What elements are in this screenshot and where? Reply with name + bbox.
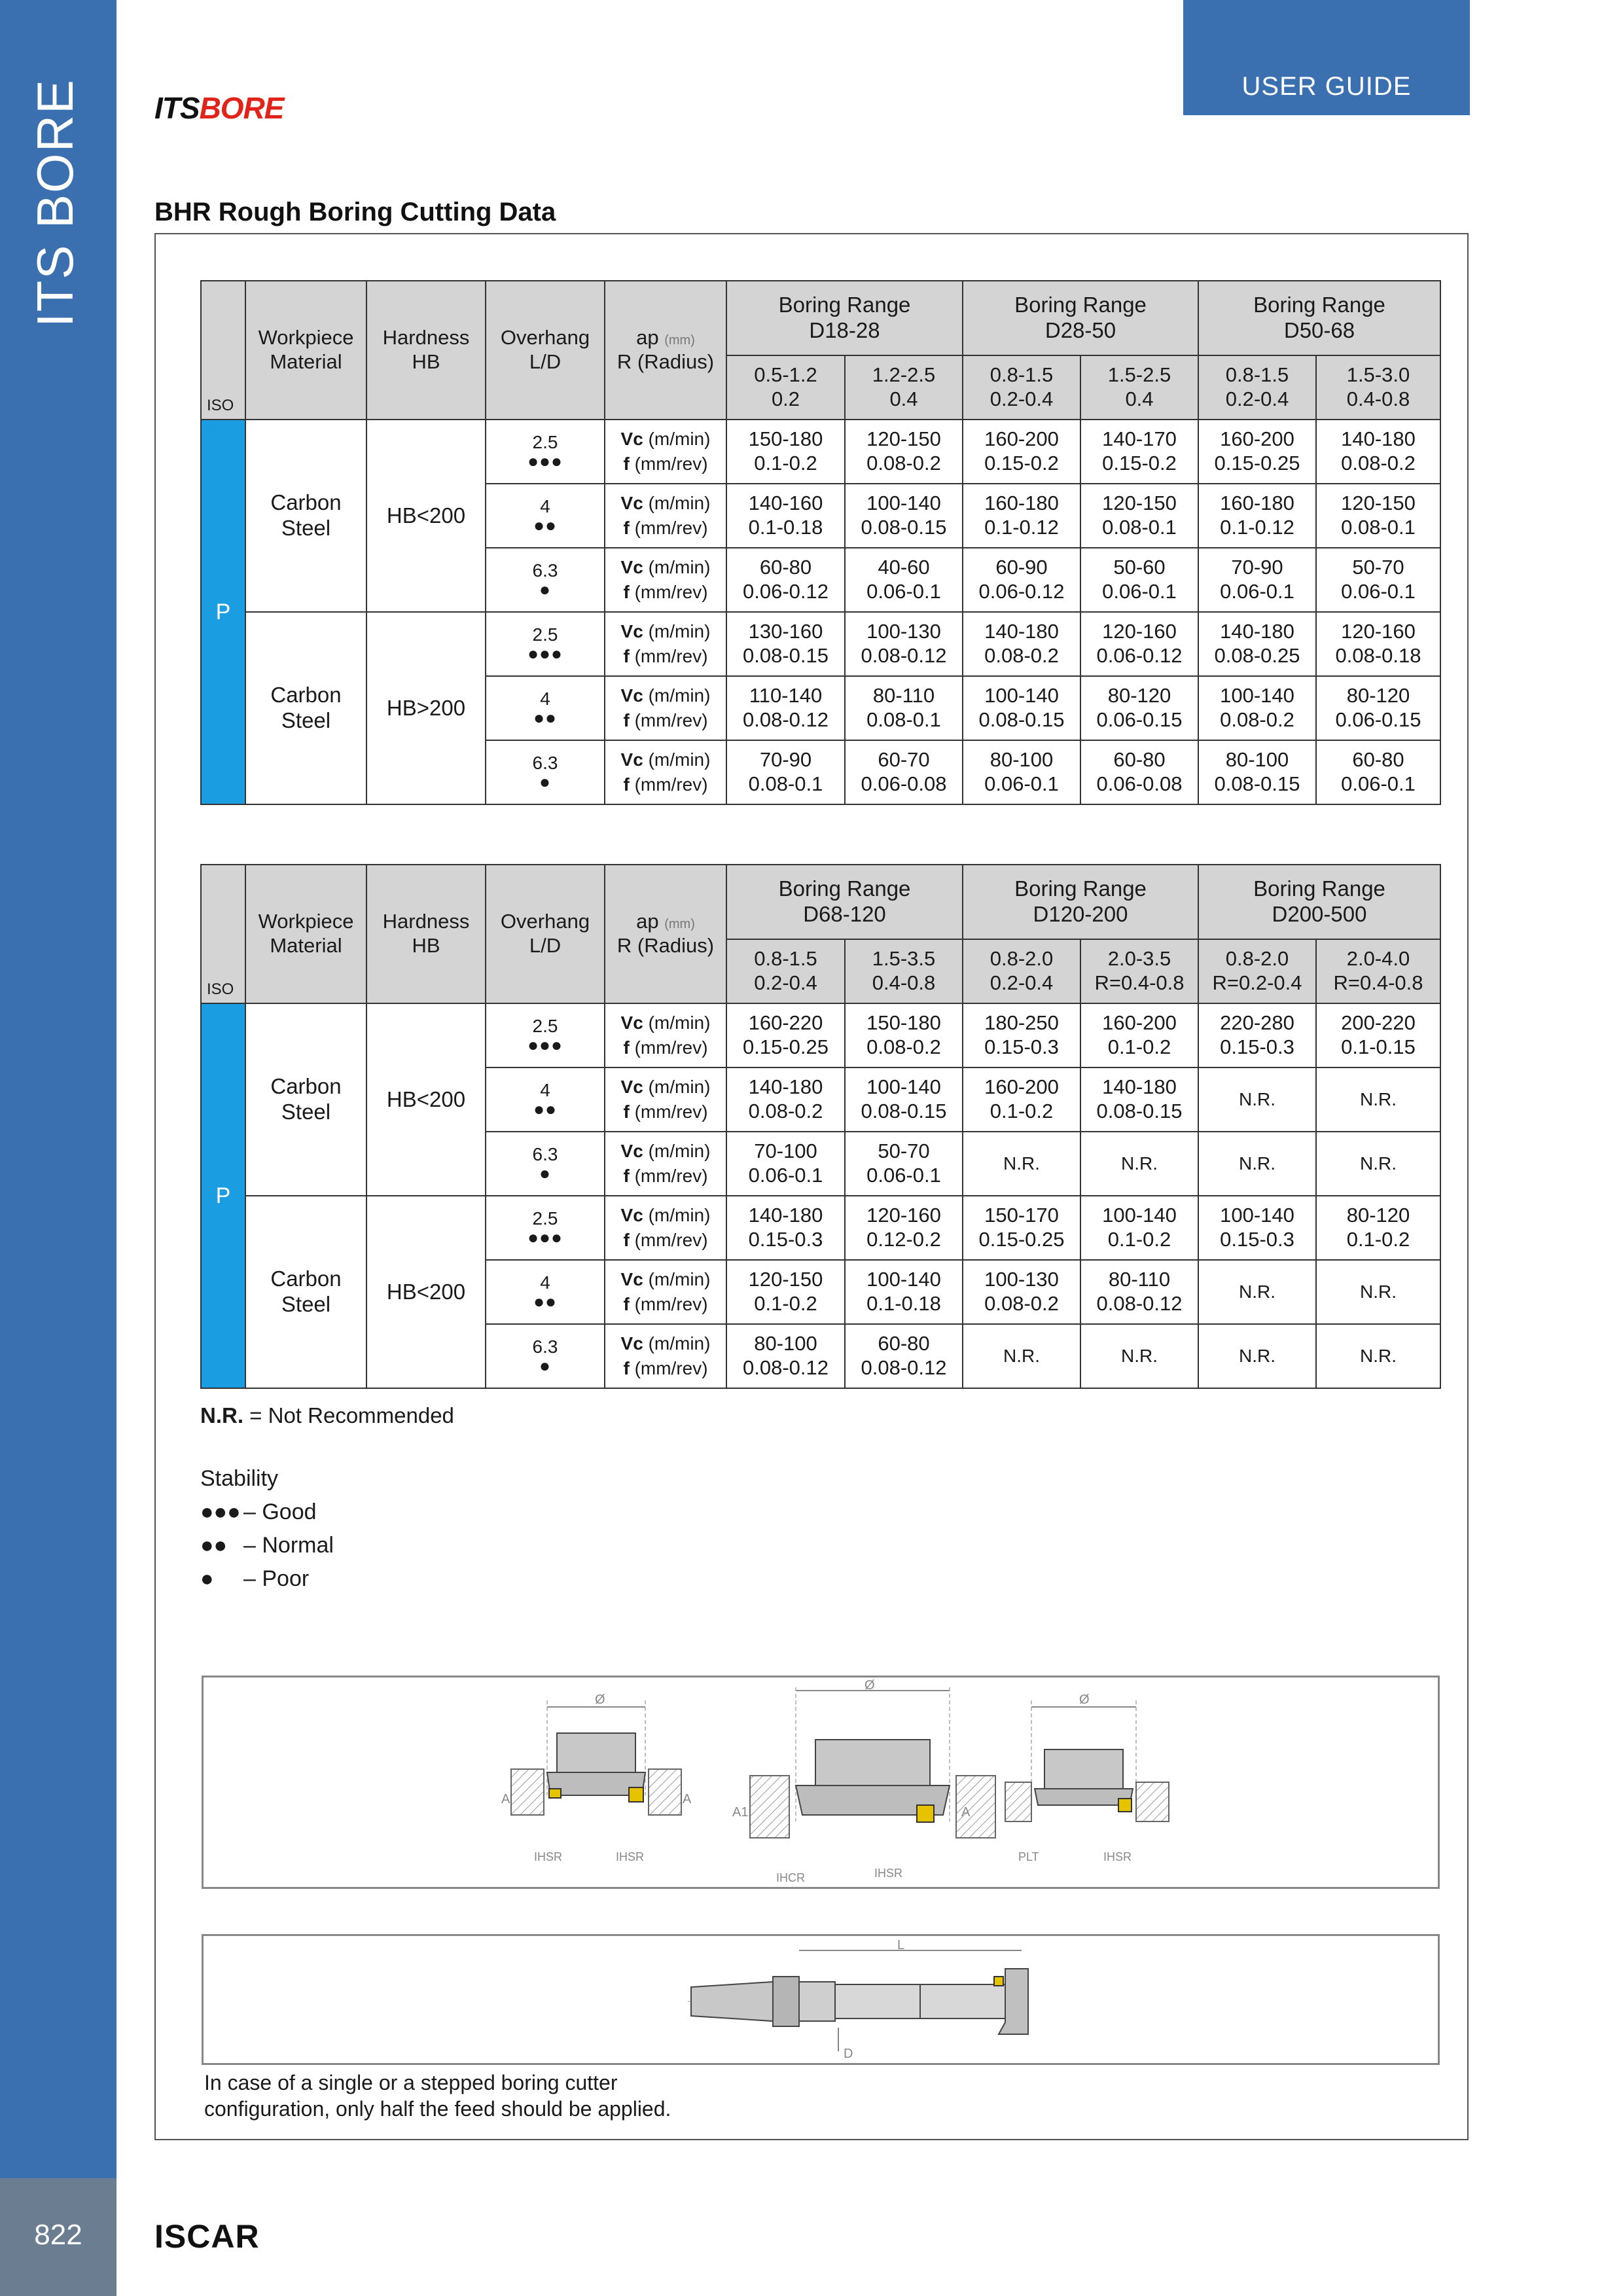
- boring-range-header: Boring Range D28-50: [963, 281, 1198, 355]
- data-cell-nr: N.R.: [1316, 1132, 1440, 1196]
- vc-f-label: Vc (m/min) f (mm/rev): [605, 676, 726, 740]
- tool-assembly-diagram: [202, 1934, 1440, 2065]
- boring-range-header: Boring Range D200-500: [1198, 865, 1440, 939]
- overhang-value: 2.5 ●●●: [486, 612, 605, 676]
- data-cell: 220-280 0.15-0.3: [1198, 1003, 1316, 1067]
- a1-label: A1: [732, 1805, 749, 1820]
- dia-label-2: Ø: [865, 1678, 875, 1693]
- overhang-value: 6.3 ●: [486, 1132, 605, 1196]
- overhang-value: 2.5 ●●●: [486, 420, 605, 484]
- data-cell-nr: N.R.: [1198, 1067, 1316, 1132]
- data-cell: 140-170 0.15-0.2: [1080, 420, 1198, 484]
- data-cell: 100-140 0.1-0.2: [1080, 1196, 1198, 1260]
- hardness-value: HB<200: [366, 1003, 486, 1196]
- table-row: [201, 1196, 1440, 1260]
- vc-f-label: Vc (m/min) f (mm/rev): [605, 420, 726, 484]
- workpiece-material: Carbon Steel: [245, 1196, 366, 1388]
- table-row: [201, 420, 1440, 484]
- data-cell: 120-160 0.06-0.12: [1080, 612, 1198, 676]
- data-cell: 60-80 0.06-0.08: [1080, 740, 1198, 804]
- data-cell-nr: N.R.: [1198, 1324, 1316, 1388]
- data-cell: 80-100 0.08-0.15: [1198, 740, 1316, 804]
- data-cell: 120-160 0.12-0.2: [845, 1196, 963, 1260]
- user-guide-tab: [1183, 0, 1470, 115]
- feed-caption: In case of a single or a stepped boring cutter configuration, only half the feed should be applied.: [204, 2071, 671, 2121]
- nr-text: = Not Recommended: [249, 1403, 454, 1427]
- data-cell-nr: N.R.: [963, 1324, 1080, 1388]
- data-cell: 160-200 0.15-0.2: [963, 420, 1080, 484]
- workpiece-header: Workpiece Material: [245, 281, 366, 420]
- workpiece-material: Carbon Steel: [245, 612, 366, 804]
- data-cell: 160-180 0.1-0.12: [963, 484, 1080, 548]
- user-guide-label: USER GUIDE: [1241, 72, 1412, 101]
- a-label-2: A: [683, 1792, 692, 1806]
- ap-radius-header: ap (mm) R (Radius): [605, 865, 726, 1003]
- data-cell: 150-170 0.15-0.25: [963, 1196, 1080, 1260]
- ap-radius-header: ap (mm) R (Radius): [605, 281, 726, 420]
- data-cell: 100-130 0.08-0.2: [963, 1260, 1080, 1324]
- ihsr-label-1: IHSR: [534, 1850, 563, 1863]
- dia-label-1: Ø: [595, 1693, 605, 1707]
- vc-f-label: Vc (m/min) f (mm/rev): [605, 1196, 726, 1260]
- data-cell-nr: N.R.: [1080, 1132, 1198, 1196]
- hardness-header: Hardness HB: [366, 865, 486, 1003]
- data-cell: 150-180 0.1-0.2: [726, 420, 845, 484]
- data-cell: 140-160 0.1-0.18: [726, 484, 845, 548]
- data-cell: 60-70 0.06-0.08: [845, 740, 963, 804]
- ap-radius-subheader: 1.5-3.0 0.4-0.8: [1316, 355, 1440, 420]
- vc-f-label: Vc (m/min) f (mm/rev): [605, 612, 726, 676]
- ihsr-label-4: IHSR: [1103, 1850, 1132, 1863]
- data-cell: 100-140 0.1-0.18: [845, 1260, 963, 1324]
- data-cell: 120-150 0.08-0.1: [1316, 484, 1440, 548]
- data-cell: 140-180 0.08-0.2: [1316, 420, 1440, 484]
- data-cell: 50-70 0.06-0.1: [1316, 548, 1440, 612]
- overhang-value: 2.5 ●●●: [486, 1196, 605, 1260]
- data-cell: 140-180 0.08-0.2: [726, 1067, 845, 1132]
- data-cell: 50-60 0.06-0.1: [1080, 548, 1198, 612]
- data-cell: 80-120 0.06-0.15: [1316, 676, 1440, 740]
- data-cell-nr: N.R.: [1198, 1132, 1316, 1196]
- data-cell: 50-70 0.06-0.1: [845, 1132, 963, 1196]
- hardness-value: HB<200: [366, 420, 486, 612]
- data-cell: 100-130 0.08-0.12: [845, 612, 963, 676]
- data-cell: 100-140 0.08-0.2: [1198, 676, 1316, 740]
- overhang-value: 2.5 ●●●: [486, 1003, 605, 1067]
- overhang-header: Overhang L/D: [486, 865, 605, 1003]
- stability-legend: [200, 1462, 334, 1596]
- overhang-value: 4 ●●: [486, 676, 605, 740]
- stability-good: ●●● – Good: [200, 1499, 317, 1524]
- overhang-value: 6.3 ●: [486, 548, 605, 612]
- boring-range-header: Boring Range D68-120: [726, 865, 963, 939]
- data-cell: 160-200 0.15-0.25: [1198, 420, 1316, 484]
- page-title: BHR Rough Boring Cutting Data: [154, 198, 556, 226]
- sidebar: ITS BORE: [0, 0, 116, 2178]
- data-cell: 80-110 0.08-0.12: [1080, 1260, 1198, 1324]
- itsbore-logo: [154, 90, 283, 126]
- data-cell: 130-160 0.08-0.15: [726, 612, 845, 676]
- iso-label: ISO: [201, 865, 245, 1003]
- ap-radius-subheader: 2.0-4.0 R=0.4-0.8: [1316, 939, 1440, 1003]
- ihsr-label-3: IHSR: [874, 1867, 903, 1880]
- data-cell: 140-180 0.08-0.25: [1198, 612, 1316, 676]
- stability-poor: ● – Poor: [200, 1566, 310, 1591]
- data-cell: 100-140 0.08-0.15: [963, 676, 1080, 740]
- ap-radius-subheader: 1.2-2.5 0.4: [845, 355, 963, 420]
- d-label: D: [844, 2047, 853, 2061]
- boring-range-header: Boring Range D18-28: [726, 281, 963, 355]
- overhang-value: 4 ●●: [486, 1260, 605, 1324]
- data-cell-nr: N.R.: [1198, 1260, 1316, 1324]
- boring-config-diagram: [202, 1676, 1440, 1889]
- ap-radius-subheader: 0.8-1.5 0.2-0.4: [726, 939, 845, 1003]
- data-cell: 140-180 0.08-0.15: [1080, 1067, 1198, 1132]
- workpiece-material: Carbon Steel: [245, 1003, 366, 1196]
- a-label-1: A: [501, 1792, 510, 1806]
- l-label: L: [897, 1938, 905, 1952]
- data-cell: 120-150 0.1-0.2: [726, 1260, 845, 1324]
- tool-assembly-drawing: [204, 1936, 1438, 2063]
- data-cell: 160-200 0.1-0.2: [963, 1067, 1080, 1132]
- vc-f-label: Vc (m/min) f (mm/rev): [605, 548, 726, 612]
- cutting-data-table-2: [200, 864, 1441, 1389]
- logo-bore: BORE: [199, 91, 284, 125]
- boring-range-header: Boring Range D50-68: [1198, 281, 1440, 355]
- data-cell: 80-110 0.08-0.1: [845, 676, 963, 740]
- plt-label: PLT: [1018, 1850, 1039, 1863]
- hardness-value: HB>200: [366, 612, 486, 804]
- page-number: 822: [34, 2219, 82, 2251]
- data-cell: 80-100 0.06-0.1: [963, 740, 1080, 804]
- config-single-left: [501, 1693, 692, 1863]
- data-cell: 40-60 0.06-0.1: [845, 548, 963, 612]
- ihcr-label: IHCR: [776, 1871, 805, 1884]
- vc-f-label: Vc (m/min) f (mm/rev): [605, 740, 726, 804]
- data-cell: 200-220 0.1-0.15: [1316, 1003, 1440, 1067]
- data-cell-nr: N.R.: [1316, 1067, 1440, 1132]
- data-cell: 80-120 0.06-0.15: [1080, 676, 1198, 740]
- data-cell-nr: N.R.: [1316, 1260, 1440, 1324]
- overhang-value: 6.3 ●: [486, 1324, 605, 1388]
- data-cell: 60-80 0.06-0.12: [726, 548, 845, 612]
- hardness-header: Hardness HB: [366, 281, 486, 420]
- data-cell: 80-100 0.08-0.12: [726, 1324, 845, 1388]
- iso-group-p: P: [201, 420, 245, 804]
- config-stepped-center: [732, 1678, 995, 1884]
- data-cell: 100-140 0.08-0.15: [845, 1067, 963, 1132]
- ihsr-label-2: IHSR: [616, 1850, 645, 1863]
- vc-f-label: Vc (m/min) f (mm/rev): [605, 1003, 726, 1067]
- ap-radius-subheader: 1.5-2.5 0.4: [1080, 355, 1198, 420]
- page-number-box: [0, 2178, 116, 2296]
- data-cell: 60-90 0.06-0.12: [963, 548, 1080, 612]
- data-cell-nr: N.R.: [963, 1132, 1080, 1196]
- data-cell: 120-150 0.08-0.1: [1080, 484, 1198, 548]
- nr-abbr: N.R.: [200, 1403, 243, 1427]
- cutting-data-table-1: [200, 280, 1441, 805]
- nr-note: [200, 1403, 454, 1428]
- vc-f-label: Vc (m/min) f (mm/rev): [605, 1132, 726, 1196]
- iso-group-p: P: [201, 1003, 245, 1388]
- iscar-brand: ISCAR: [154, 2218, 260, 2255]
- overhang-value: 4 ●●: [486, 484, 605, 548]
- data-cell: 150-180 0.08-0.2: [845, 1003, 963, 1067]
- dia-label-3: Ø: [1079, 1693, 1090, 1707]
- data-cell: 140-180 0.08-0.2: [963, 612, 1080, 676]
- a-label-3: A: [961, 1805, 971, 1820]
- data-cell: 70-90 0.08-0.1: [726, 740, 845, 804]
- table-row: [201, 612, 1440, 676]
- boring-config-drawing: [204, 1677, 1438, 1887]
- data-cell: 70-100 0.06-0.1: [726, 1132, 845, 1196]
- ap-radius-subheader: 0.8-1.5 0.2-0.4: [963, 355, 1080, 420]
- workpiece-header: Workpiece Material: [245, 865, 366, 1003]
- data-cell: 160-180 0.1-0.12: [1198, 484, 1316, 548]
- data-cell: 160-200 0.1-0.2: [1080, 1003, 1198, 1067]
- workpiece-material: Carbon Steel: [245, 420, 366, 612]
- data-cell: 100-140 0.15-0.3: [1198, 1196, 1316, 1260]
- data-cell: 70-90 0.06-0.1: [1198, 548, 1316, 612]
- ap-radius-subheader: 1.5-3.5 0.4-0.8: [845, 939, 963, 1003]
- config-single-right: [1005, 1693, 1169, 1863]
- ap-radius-subheader: 0.8-2.0 0.2-0.4: [963, 939, 1080, 1003]
- overhang-value: 6.3 ●: [486, 740, 605, 804]
- vc-f-label: Vc (m/min) f (mm/rev): [605, 1067, 726, 1132]
- data-cell: 180-250 0.15-0.3: [963, 1003, 1080, 1067]
- vc-f-label: Vc (m/min) f (mm/rev): [605, 1260, 726, 1324]
- data-cell: 60-80 0.06-0.1: [1316, 740, 1440, 804]
- data-cell: 80-120 0.1-0.2: [1316, 1196, 1440, 1260]
- data-cell: 120-160 0.08-0.18: [1316, 612, 1440, 676]
- table-row: [201, 1003, 1440, 1067]
- stability-normal: ●● – Normal: [200, 1533, 334, 1558]
- boring-range-header: Boring Range D120-200: [963, 865, 1198, 939]
- ap-radius-subheader: 0.8-2.0 R=0.2-0.4: [1198, 939, 1316, 1003]
- iso-label: ISO: [201, 281, 245, 420]
- vc-f-label: Vc (m/min) f (mm/rev): [605, 1324, 726, 1388]
- ap-radius-subheader: 0.5-1.2 0.2: [726, 355, 845, 420]
- data-cell: 110-140 0.08-0.12: [726, 676, 845, 740]
- data-cell: 120-150 0.08-0.2: [845, 420, 963, 484]
- overhang-value: 4 ●●: [486, 1067, 605, 1132]
- logo-its: ITS: [154, 91, 200, 125]
- data-cell: 100-140 0.08-0.15: [845, 484, 963, 548]
- hardness-value: HB<200: [366, 1196, 486, 1388]
- data-cell-nr: N.R.: [1316, 1324, 1440, 1388]
- data-cell: 60-80 0.08-0.12: [845, 1324, 963, 1388]
- vc-f-label: Vc (m/min) f (mm/rev): [605, 484, 726, 548]
- data-cell-nr: N.R.: [1080, 1324, 1198, 1388]
- stability-title: Stability: [200, 1466, 279, 1491]
- ap-radius-subheader: 0.8-1.5 0.2-0.4: [1198, 355, 1316, 420]
- data-cell: 160-220 0.15-0.25: [726, 1003, 845, 1067]
- ap-radius-subheader: 2.0-3.5 R=0.4-0.8: [1080, 939, 1198, 1003]
- data-cell: 140-180 0.15-0.3: [726, 1196, 845, 1260]
- overhang-header: Overhang L/D: [486, 281, 605, 420]
